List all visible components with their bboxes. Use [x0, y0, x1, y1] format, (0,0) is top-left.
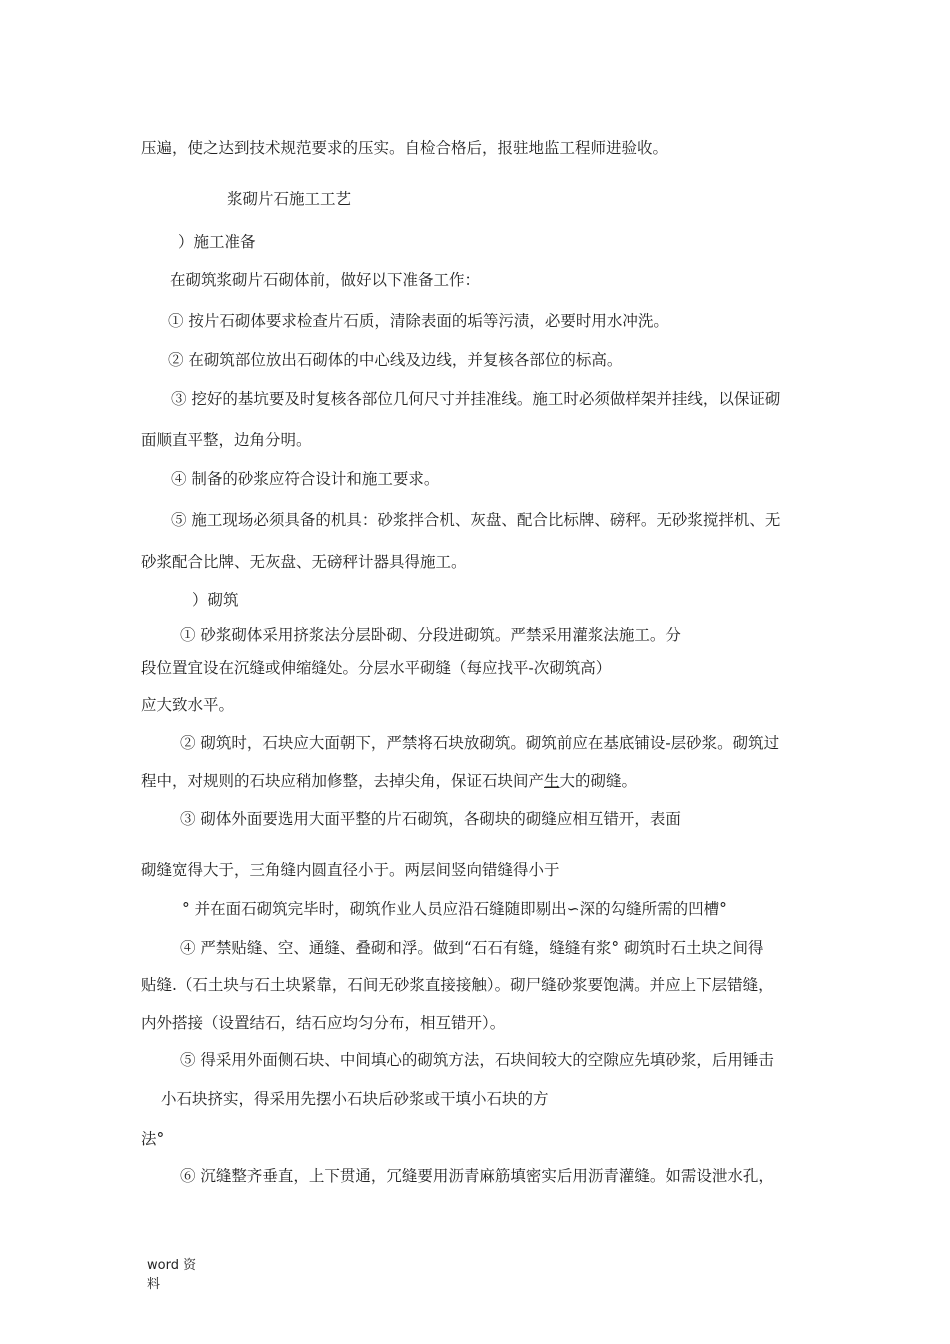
paragraph-line: ° 并在面石砌筑完毕时，砌筑作业人员应沿石缝随即剔出∽深的勾缝所需的凹槽° — [182, 900, 727, 918]
paragraph-line: 贴缝.（石土块与石土块紧靠，石间无砂浆直接接触）。砌尸缝砂浆要饱满。并应上下层错缝， — [141, 976, 774, 994]
list-item: ③ 挖好的基坑要及时复核各部位几何尺寸并挂准线。施工时必须做样架并挂线，以保证砌 — [171, 390, 781, 408]
paragraph-line: 内外搭接（设置结石，结石应均匀分布，相互错开）。 — [141, 1014, 506, 1032]
underlined-text: 生 — [544, 772, 560, 790]
section-heading: ）砌筑 — [192, 591, 239, 609]
list-item: ⑤ 得采用外面侧石块、中间填心的砌筑方法，石块间较大的空隙应先填砂浆，后用锤击 — [180, 1051, 774, 1069]
text-run: 大的砌缝。 — [559, 772, 638, 790]
paragraph-line: 面顺直平整，边角分明。 — [141, 431, 312, 449]
section-title: 浆砌片石施工工艺 — [227, 190, 352, 208]
list-item: ② 在砌筑部位放出石砌体的中心线及边线，并复核各部位的标高。 — [168, 351, 623, 369]
list-item: ⑤ 施工现场必须具备的机具：砂浆拌合机、灰盘、配合比标牌、磅秤。无砂浆搅拌机、无 — [171, 511, 781, 529]
list-item: ⑥ 沉缝整齐垂直，上下贯通，冗缝要用沥青麻筋填密实后用沥青灌缝。如需设泄水孔， — [180, 1167, 774, 1185]
paragraph-line: 砂浆配合比牌、无灰盘、无磅秤计器具得施工。 — [141, 553, 467, 571]
page-footer — [147, 1256, 196, 1294]
list-item: ① 砂浆砌体采用挤浆法分层卧砌、分段进砌筑。严禁采用灌浆法施工。分 — [180, 626, 681, 644]
paragraph-line: 压遍，使之达到技术规范要求的压实。自检合格后，报驻地监工程师进验收。 — [141, 139, 669, 157]
list-item: ④ 严禁贴缝、空、通缝、叠砌和浮。做到“石石有缝，缝缝有浆° 砌筑时石土块之间得 — [180, 939, 764, 957]
paragraph-line — [141, 771, 637, 791]
list-item: ④ 制备的砂浆应符合设计和施工要求。 — [171, 470, 440, 488]
paragraph-line: 小石块挤实，得采用先摆小石块后砂浆或干填小石块的方 — [161, 1090, 549, 1108]
paragraph-line: 法° — [141, 1130, 165, 1148]
list-item: ③ 砌体外面要选用大面平整的片石砌筑，各砌块的砌缝应相互错开，表面 — [180, 810, 681, 828]
list-item: ② 砌筑时，石块应大面朝下，严禁将石块放砌筑。砌筑前应在基底铺设-层砂浆。砌筑过 — [180, 734, 780, 752]
paragraph-line: 应大致水平。 — [141, 696, 235, 714]
text-run: 程中，对规则的石块应稍加修整，去掉尖角，保证石块间产 — [141, 772, 545, 790]
section-heading: ）施工准备 — [178, 233, 256, 251]
list-item: ① 按片石砌体要求检查片石质，清除表面的垢等污渍，必要时用水冲洗。 — [168, 312, 669, 330]
footer-line: word 资 — [147, 1258, 197, 1273]
paragraph-line: 在砌筑浆砌片石砌体前，做好以下准备工作： — [170, 271, 481, 289]
footer-line: 料 — [147, 1277, 161, 1292]
paragraph-line: 段位置宜设在沉缝或伸缩缝处。分层水平砌缝（每应找平-次砌筑高） — [141, 659, 612, 677]
paragraph-line: 砌缝宽得大于，三角缝内圆直径小于。两层间竖向错缝得小于 — [141, 861, 560, 879]
